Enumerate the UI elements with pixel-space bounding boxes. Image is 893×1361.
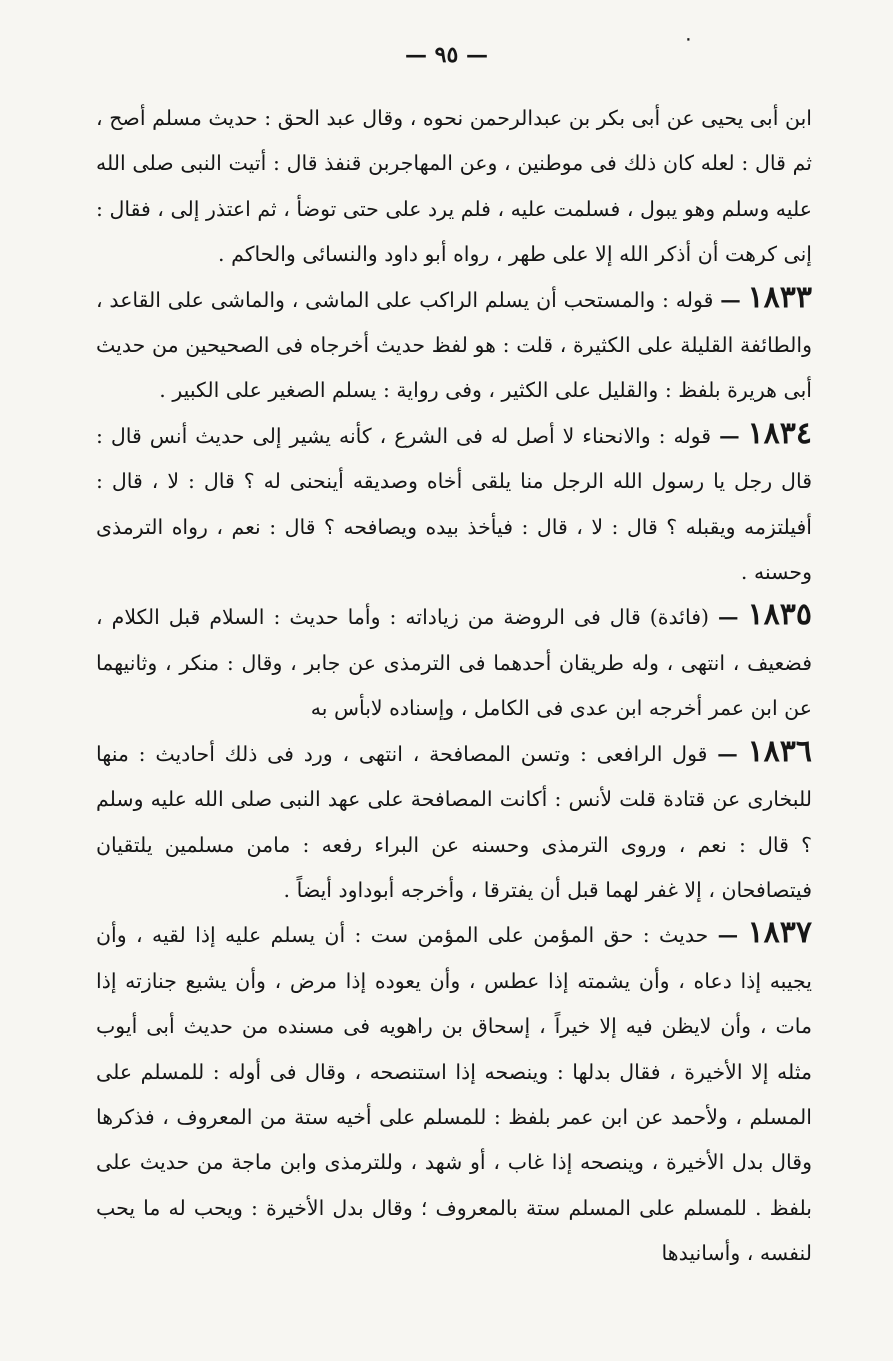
entry-number: ١٨٣٤	[747, 415, 812, 451]
entry-dash: —	[718, 605, 739, 630]
entry-dash: —	[717, 741, 738, 766]
paragraph-1833	[96, 278, 812, 414]
entry-dash: —	[720, 287, 741, 312]
text-body	[96, 96, 812, 1277]
entry-number: ١٨٣٥	[747, 597, 812, 633]
paragraph-1834	[96, 414, 812, 596]
paragraph-text: ابن أبى يحيى عن أبى بكر بن عبدالرحمن نحوه ، وقال عبد الحق : حديث مسلم أصح ، ثم قال : لعله كان ذلك فى موطنين ، وعن المهاجربن قنفذ قال : أتيت النبى صلى الله عليه وسلم وهو يبول ، فسلمت عليه ، فلم يرد على حتى توضأ ، ثم اعتذر إلى ، فقال : إنى كرهت أن أذكر الله إلا على طهر ، رواه أبو داود والنسائى والحاكم .	[96, 106, 812, 267]
entry-dash: —	[719, 423, 740, 448]
entry-number: ١٨٣٣	[747, 279, 812, 315]
entry-number: ١٨٣٦	[747, 733, 812, 769]
paragraph-1836	[96, 732, 812, 914]
paragraph-text: قوله : والانحناء لا أصل له فى الشرع ، كأنه يشير إلى حديث أنس قال : قال رجل يا رسول الله الرجل منا يلقى أخاه وصديقه أينحنى له ؟ قال : لا ، قال : أفيلتزمه ويقبله ؟ قال : لا ، قال : فيأخذ بيده ويصافحه ؟ قال : نعم ، رواه الترمذى وحسنه .	[96, 423, 812, 585]
paragraph-text: (فائدة) قال فى الروضة من زياداته : وأما حديث : السلام قبل الكلام ، فضعيف ، انتهى ، وله طريقان أحدهما فى الترمذى عن جابر ، وقال : منكر ، وثانيهما عن ابن عمر أخرجه ابن عدى فى الكامل ، وإسناده لابأس به	[96, 605, 812, 721]
paragraph-text: قوله : والمستحب أن يسلم الراكب على الماشى ، والماشى على القاعد ، والطائفة القليلة على الكثيرة ، قلت : هو لفظ حديث أخرجاه فى الصحيحين من حديث أبى هريرة بلفظ : والقليل على الكثير ، وفى رواية : يسلم الصغير على الكبير .	[96, 287, 812, 403]
paragraph-1837	[96, 913, 812, 1276]
paragraph-continuation	[96, 96, 812, 278]
paragraph-text: حديث : حق المؤمن على المؤمن ست : أن يسلم عليه إذا لقيه ، وأن يجيبه إذا دعاه ، وأن يشمته إذا عطس ، وأن يعوده إذا مرض ، وأن يشيع جنازته إذا مات ، وأن لايظن فيه إلا خيراً ، إسحاق بن راهويه فى مسنده من حديث أبى أيوب مثله إلا الأخيرة ، فقال بدلها : وينصحه إذا استنصحه ، وقال فى أوله : للمسلم على المسلم ، ولأحمد عن ابن عمر بلفظ : للمسلم على أخيه ستة من المعروف ، فذكرها وقال بدل الأخيرة ، وينصحه إذا غاب ، أو شهد ، وللترمذى وابن ماجة من حديث على بلفظ . للمسلم على المسلم ستة بالمعروف ؛ وقال بدل الأخيرة : ويحب له ما يحب لنفسه ، وأسانيدها	[96, 923, 812, 1266]
entry-number: ١٨٣٧	[747, 915, 812, 951]
paragraph-text: قول الرافعى : وتسن المصافحة ، انتهى ، ورد فى ذلك أحاديث : منها للبخارى عن قتادة قلت لأنس : أكانت المصافحة على عهد النبى صلى الله عليه وسلم ؟ قال : نعم ، وروى الترمذى وحسنه عن البراء رفعه : مامن مسلمين يلتقيان فيتصافحان ، إلا غفر لهما قبل أن يفترقا ، وأخرجه أبوداود أيضاً .	[96, 741, 812, 902]
corner-mark: ٠	[683, 26, 694, 50]
entry-dash: —	[717, 923, 739, 948]
page-number: — ٩٥ —	[405, 42, 488, 68]
paragraph-1835	[96, 595, 812, 731]
